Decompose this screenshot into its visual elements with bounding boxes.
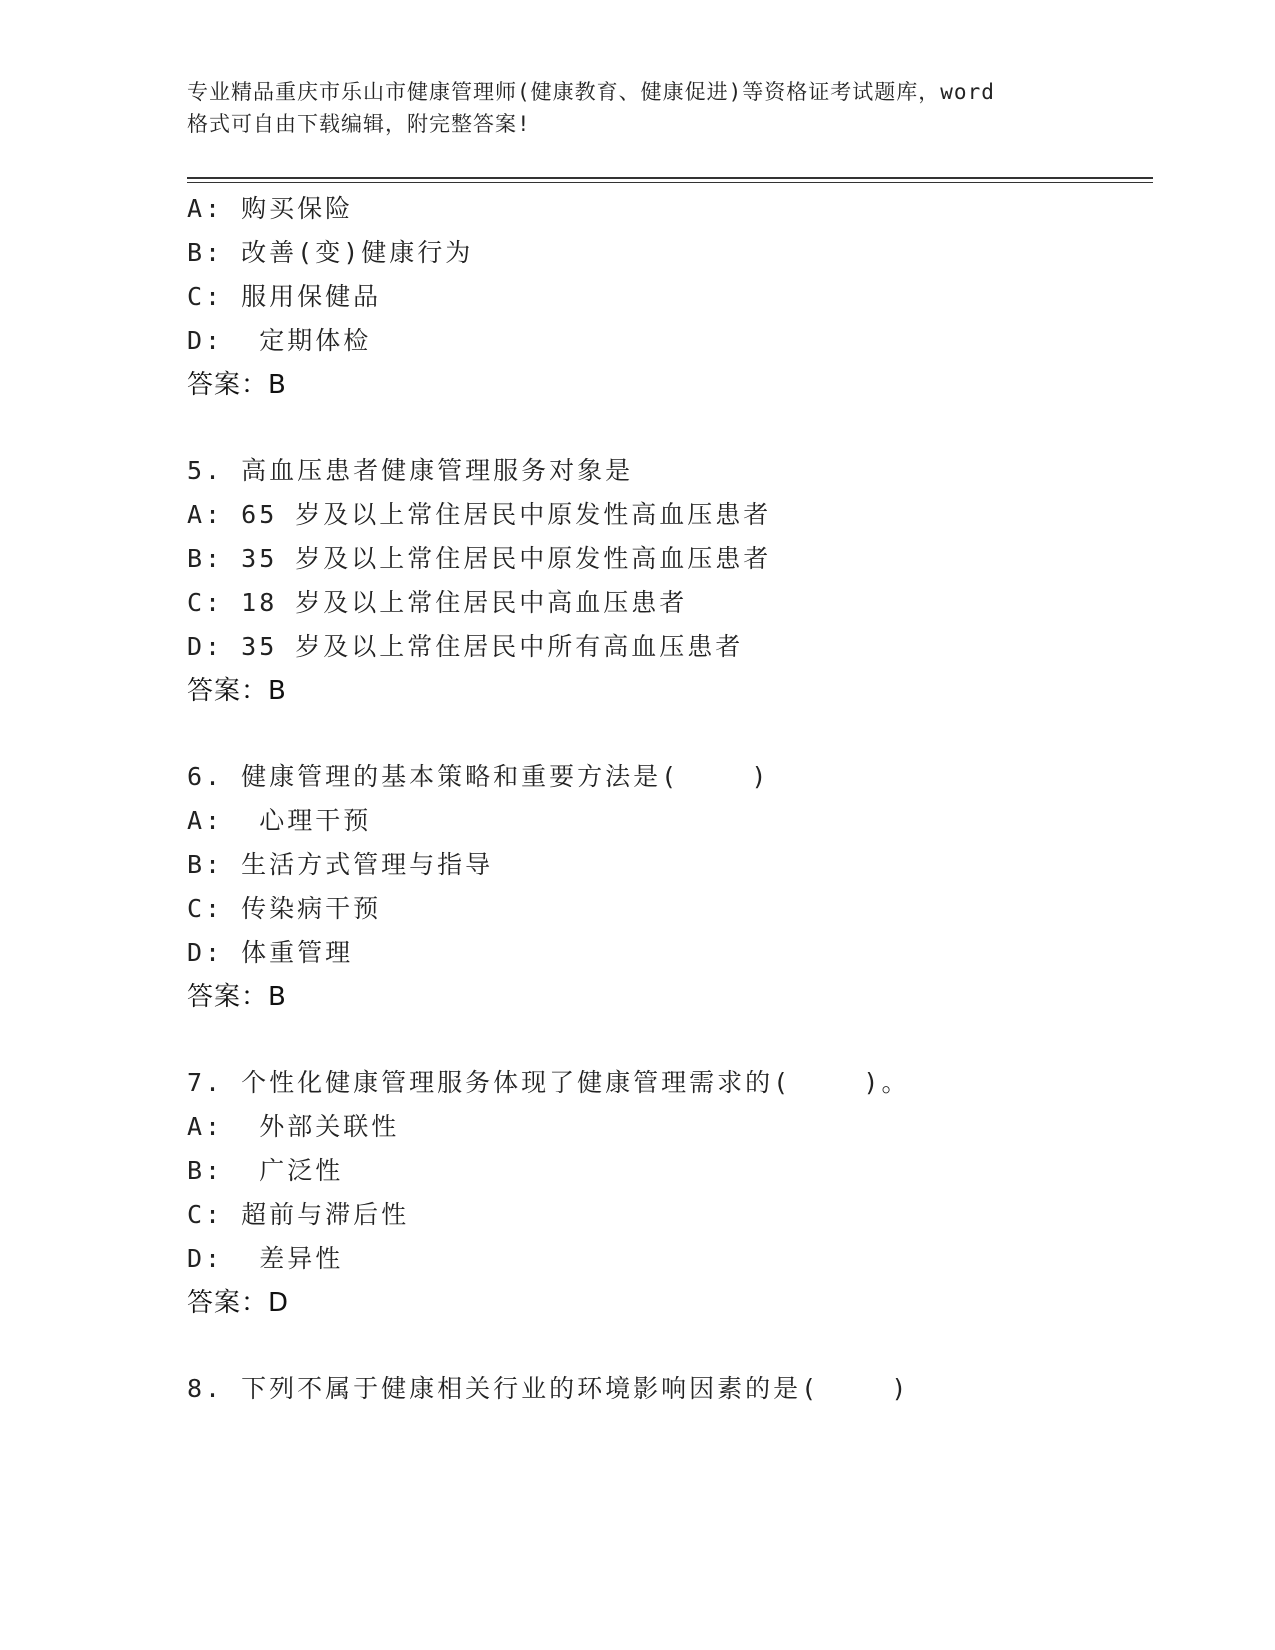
q7-option-a: A: 外部关联性: [187, 1112, 400, 1141]
q4-option-d: D: 定期体检: [187, 326, 372, 355]
q6-option-b: B: 生活方式管理与指导: [187, 850, 494, 879]
q6-stem: 6. 健康管理的基本策略和重要方法是( ): [187, 762, 770, 791]
q7-stem: 7. 个性化健康管理服务体现了健康管理需求的( )。: [187, 1068, 910, 1097]
header-line-1: 专业精品重庆市乐山市健康管理师(健康教育、健康促进)等资格证考试题库，word: [187, 80, 995, 104]
q5-option-a: A: 65 岁及以上常住居民中原发性高血压患者: [187, 500, 772, 529]
q7-option-c: C: 超前与滞后性: [187, 1200, 410, 1229]
q7-answer: 答案：D: [187, 1288, 290, 1318]
q5-option-d: D: 35 岁及以上常住居民中所有高血压患者: [187, 632, 744, 661]
q7-option-d: D: 差异性: [187, 1244, 344, 1273]
q6-option-c: C: 传染病干预: [187, 894, 382, 923]
header-divider-thick: [187, 177, 1153, 179]
q6-option-a: A: 心理干预: [187, 806, 372, 835]
q5-option-b: B: 35 岁及以上常住居民中原发性高血压患者: [187, 544, 772, 573]
q4-option-c: C: 服用保健品: [187, 282, 382, 311]
q4-answer: 答案：B: [187, 370, 287, 400]
q6-answer: 答案：B: [187, 982, 287, 1012]
q5-stem: 5. 高血压患者健康管理服务对象是: [187, 456, 634, 485]
q5-answer: 答案：B: [187, 676, 287, 706]
header-divider-thin: [187, 182, 1153, 183]
document-header: [187, 76, 1087, 140]
q5-option-c: C: 18 岁及以上常住居民中高血压患者: [187, 588, 688, 617]
q6-option-d: D: 体重管理: [187, 938, 354, 967]
q7-option-b: B: 广泛性: [187, 1156, 344, 1185]
header-line-2: 格式可自由下载编辑，附完整答案!: [187, 112, 531, 136]
q4-option-a: A: 购买保险: [187, 194, 354, 223]
q8-stem: 8. 下列不属于健康相关行业的环境影响因素的是( ): [187, 1374, 910, 1403]
q4-option-b: B: 改善(变)健康行为: [187, 238, 474, 267]
